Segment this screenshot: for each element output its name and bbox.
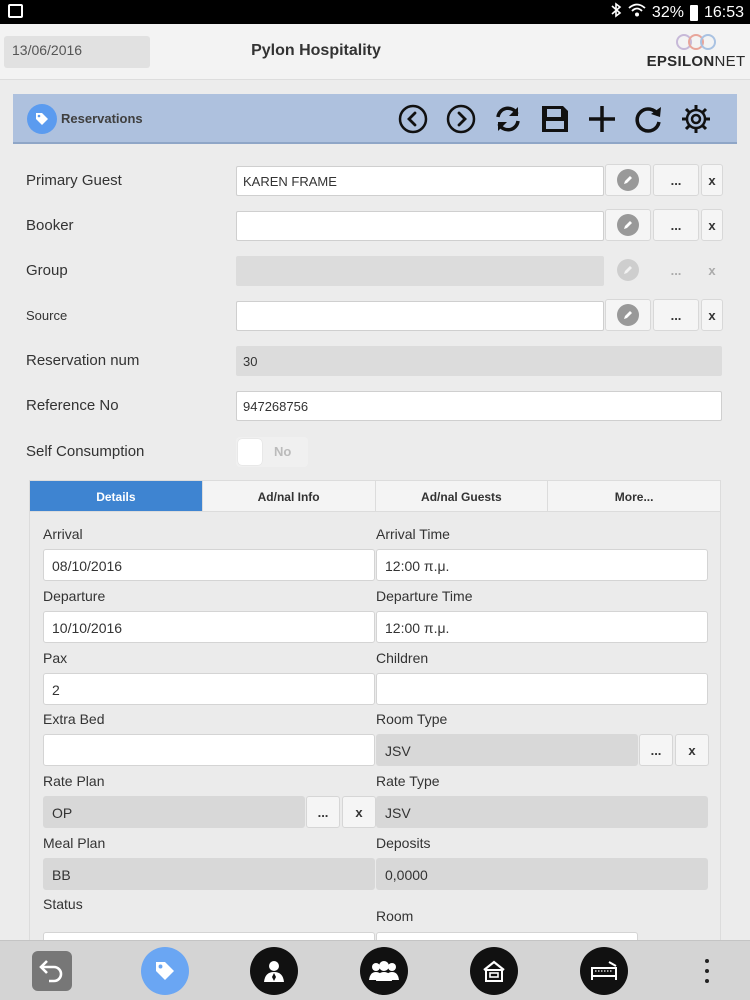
app-header [0, 24, 750, 80]
plus-icon [586, 103, 618, 135]
reservation-num-label: Reservation num [26, 352, 140, 369]
meal-plan-label: Meal Plan [43, 835, 106, 851]
clock: 16:53 [703, 3, 744, 21]
pax-input[interactable]: 2 [43, 673, 375, 705]
room-type-lookup-button[interactable]: ... [639, 734, 673, 766]
tag-icon [153, 959, 177, 983]
status-bar [0, 0, 750, 24]
booker-label: Booker [26, 217, 74, 234]
room-input[interactable] [376, 932, 638, 940]
next-button[interactable] [443, 101, 479, 137]
kebab-dot [705, 969, 709, 973]
app-title: Pylon Hospitality [251, 42, 381, 59]
tab-more[interactable]: More... [614, 490, 654, 504]
battery-icon [690, 5, 698, 21]
kebab-dot [705, 979, 709, 983]
children-input[interactable] [376, 673, 708, 705]
screenshot-icon [8, 4, 23, 18]
save-icon [539, 103, 571, 135]
refresh-button[interactable] [631, 101, 667, 137]
rate-type-label: Rate Type [376, 773, 440, 789]
meal-plan-input: BB [43, 858, 375, 890]
extra-bed-input[interactable] [43, 734, 375, 766]
reservation-num-input: 30 [236, 346, 722, 376]
rate-plan-lookup-button[interactable]: ... [306, 796, 340, 828]
arrival-time-label: Arrival Time [376, 526, 450, 542]
person-icon [261, 958, 287, 984]
departure-label: Departure [43, 588, 106, 604]
more-menu-button[interactable] [704, 959, 710, 983]
nav-guest[interactable] [250, 947, 298, 995]
source-input[interactable] [236, 301, 604, 331]
source-lookup-button[interactable]: ... [653, 299, 699, 331]
group-clear-button: x [708, 262, 716, 278]
refresh-icon [633, 103, 665, 135]
status-indicators [610, 2, 744, 23]
tab-details[interactable]: Details [30, 481, 203, 511]
group-label: Group [26, 262, 68, 279]
tag-icon [27, 104, 57, 134]
date-field[interactable]: 13/06/2016 [4, 36, 150, 68]
group-lookup-button: ... [670, 262, 682, 278]
booker-edit-button[interactable] [605, 209, 651, 241]
departure-time-input[interactable]: 12:00 π.μ. [376, 611, 708, 643]
self-consumption-row [0, 435, 750, 471]
nav-groups[interactable] [360, 947, 408, 995]
self-consumption-label: Self Consumption [26, 443, 145, 460]
reference-no-label: Reference No [26, 397, 119, 414]
nav-property[interactable] [470, 947, 518, 995]
pencil-icon [617, 259, 639, 281]
source-row [0, 299, 750, 335]
sync-button[interactable] [490, 101, 526, 137]
group-icon [368, 958, 400, 984]
rate-type-input: JSV [376, 796, 708, 828]
room-label: Room [376, 908, 414, 924]
room-type-clear-button[interactable]: x [675, 734, 709, 766]
module-toolbar [13, 94, 737, 144]
previous-button[interactable] [395, 101, 431, 137]
logo-rings-icon [646, 32, 746, 54]
bed-icon [589, 958, 619, 984]
reservation-num-row [0, 344, 750, 380]
arrival-time-input[interactable]: 12:00 π.μ. [376, 549, 708, 581]
deposits-input: 0,0000 [376, 858, 708, 890]
source-edit-button[interactable] [605, 299, 651, 331]
rate-plan-clear-button[interactable]: x [342, 796, 376, 828]
epsilon-net-logo [646, 32, 746, 72]
detail-tabs [29, 480, 721, 512]
primary-guest-edit-button[interactable] [605, 164, 651, 196]
primary-guest-input[interactable]: KAREN FRAME [236, 166, 604, 196]
pencil-icon [617, 304, 639, 326]
pencil-icon [617, 169, 639, 191]
bottom-navigation [0, 940, 750, 1000]
nav-reservations[interactable] [141, 947, 189, 995]
pencil-icon [617, 214, 639, 236]
primary-guest-clear-button[interactable]: x [701, 164, 723, 196]
booker-lookup-button[interactable]: ... [653, 209, 699, 241]
back-button[interactable] [32, 951, 72, 991]
group-row [0, 254, 750, 290]
wifi-icon [628, 3, 646, 22]
rate-plan-label: Rate Plan [43, 773, 105, 789]
tab-additional-guests[interactable]: Ad/nal Guests [376, 481, 549, 511]
undo-icon [39, 958, 65, 984]
sync-icon [492, 103, 524, 135]
departure-time-label: Departure Time [376, 588, 473, 604]
room-type-label: Room Type [376, 711, 448, 727]
extra-bed-label: Extra Bed [43, 711, 105, 727]
gear-icon [680, 103, 712, 135]
reference-no-row [0, 389, 750, 425]
primary-guest-label: Primary Guest [26, 172, 122, 189]
status-label: Status [43, 896, 83, 912]
settings-button[interactable] [678, 101, 714, 137]
room-type-input: JSV [376, 734, 638, 766]
battery-percent: 32% [651, 3, 684, 21]
module-title: Reservations [61, 111, 143, 126]
logo-text-primary: EPSILON [646, 53, 715, 70]
departure-input[interactable]: 10/10/2016 [43, 611, 375, 643]
booker-row [0, 209, 750, 245]
booker-clear-button[interactable]: x [701, 209, 723, 241]
group-input [236, 256, 604, 286]
chevron-right-icon [445, 103, 477, 135]
kebab-dot [705, 959, 709, 963]
logo-text-secondary: NET [714, 53, 746, 70]
source-clear-button[interactable]: x [701, 299, 723, 331]
status-select[interactable] [43, 932, 375, 940]
group-edit-button [605, 254, 651, 286]
tab-additional-info[interactable]: Ad/nal Info [203, 481, 376, 511]
self-consumption-value: No [274, 444, 292, 459]
toggle-knob [238, 439, 262, 465]
add-button[interactable] [584, 101, 620, 137]
pax-label: Pax [43, 650, 68, 666]
reference-no-input[interactable]: 947268756 [236, 391, 722, 421]
bluetooth-icon [610, 2, 622, 23]
details-panel [29, 512, 721, 940]
save-button[interactable] [537, 101, 573, 137]
rate-plan-input: OP [43, 796, 305, 828]
booker-input[interactable] [236, 211, 604, 241]
chevron-left-icon [397, 103, 429, 135]
arrival-label: Arrival [43, 526, 83, 542]
deposits-label: Deposits [376, 835, 431, 851]
nav-rooms[interactable] [580, 947, 628, 995]
self-consumption-toggle[interactable] [236, 437, 308, 467]
arrival-input[interactable]: 08/10/2016 [43, 549, 375, 581]
primary-guest-lookup-button[interactable]: ... [653, 164, 699, 196]
children-label: Children [376, 650, 429, 666]
house-icon [481, 958, 507, 984]
source-label: Source [26, 308, 68, 323]
primary-guest-row [0, 164, 750, 200]
